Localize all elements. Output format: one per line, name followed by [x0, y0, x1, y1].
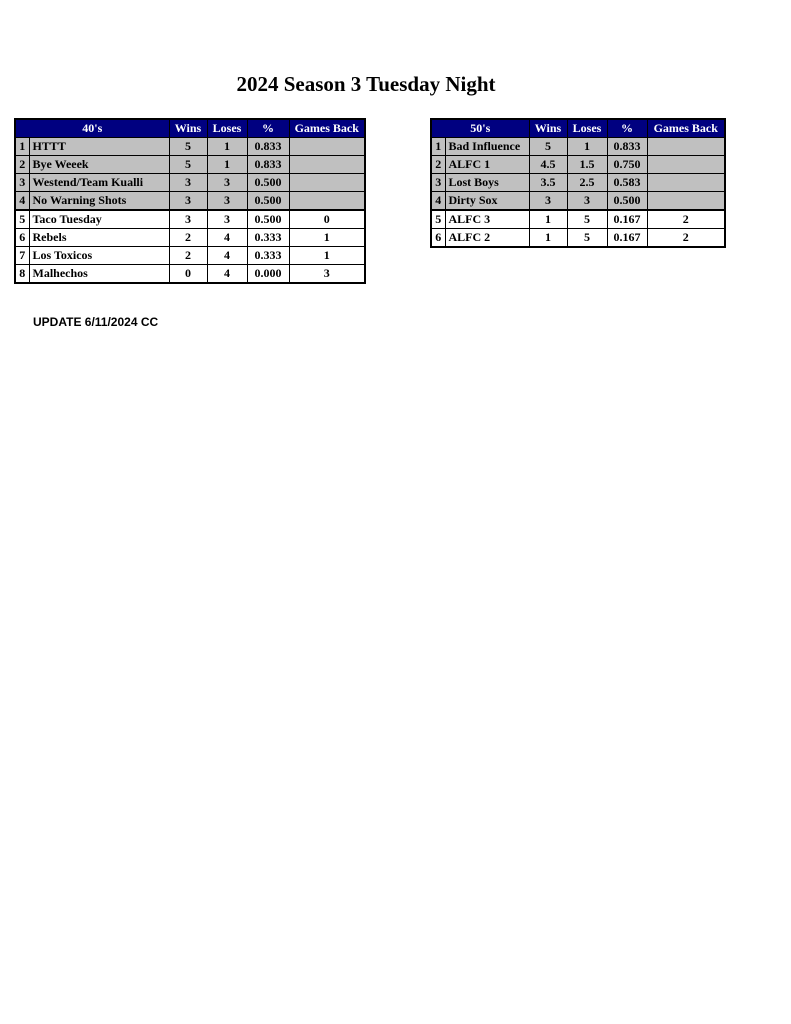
pct-cell: 0.167	[607, 210, 647, 229]
loses-cell: 3	[207, 210, 247, 229]
games-back-cell	[289, 174, 365, 192]
wins-cell: 4.5	[529, 156, 567, 174]
table-row	[15, 192, 365, 211]
team-name-cell: Los Toxicos	[29, 247, 169, 265]
loses-cell: 4	[207, 229, 247, 247]
team-name-cell: Lost Boys	[445, 174, 529, 192]
team-name-cell: No Warning Shots	[29, 192, 169, 211]
wins-cell: 3	[169, 174, 207, 192]
rank-cell: 4	[431, 192, 445, 211]
rank-cell: 5	[15, 210, 29, 229]
rank-cell: 8	[15, 265, 29, 284]
games-back-cell	[289, 192, 365, 211]
loses-cell: 5	[567, 229, 607, 248]
games-back-cell	[647, 156, 725, 174]
table-row	[15, 138, 365, 156]
loses-cell: 2.5	[567, 174, 607, 192]
rank-cell: 2	[15, 156, 29, 174]
wins-cell: 1	[529, 229, 567, 248]
table-row	[431, 229, 725, 248]
table-row	[15, 229, 365, 247]
team-name-cell: ALFC 2	[445, 229, 529, 248]
loses-cell: 1.5	[567, 156, 607, 174]
wins-cell: 3	[169, 210, 207, 229]
rank-cell: 5	[431, 210, 445, 229]
team-name-cell: Rebels	[29, 229, 169, 247]
loses-cell: 5	[567, 210, 607, 229]
table-row	[431, 138, 725, 156]
wins-cell: 3	[529, 192, 567, 211]
table-row	[15, 210, 365, 229]
rank-cell: 6	[15, 229, 29, 247]
team-name-cell: Westend/Team Kualli	[29, 174, 169, 192]
wins-header: Wins	[169, 119, 207, 138]
standings-tables-container	[14, 118, 791, 284]
wins-cell: 3.5	[529, 174, 567, 192]
wins-header: Wins	[529, 119, 567, 138]
games-back-cell	[289, 156, 365, 174]
team-name-cell: ALFC 1	[445, 156, 529, 174]
pct-cell: 0.500	[247, 174, 289, 192]
rank-cell: 2	[431, 156, 445, 174]
games-back-cell	[647, 192, 725, 211]
games-back-header: Games Back	[289, 119, 365, 138]
team-name-cell: Bad Influence	[445, 138, 529, 156]
pct-cell: 0.500	[247, 192, 289, 211]
pct-cell: 0.333	[247, 229, 289, 247]
games-back-cell	[647, 174, 725, 192]
rank-cell: 6	[431, 229, 445, 248]
wins-cell: 2	[169, 229, 207, 247]
loses-header: Loses	[567, 119, 607, 138]
wins-cell: 2	[169, 247, 207, 265]
wins-cell: 5	[529, 138, 567, 156]
pct-header: %	[247, 119, 289, 138]
standings-table-50s	[430, 118, 726, 248]
page-title: 2024 Season 3 Tuesday Night	[236, 72, 496, 96]
table-row	[431, 156, 725, 174]
loses-cell: 3	[207, 192, 247, 211]
loses-cell: 1	[207, 156, 247, 174]
games-back-cell	[289, 138, 365, 156]
table-row	[431, 210, 725, 229]
loses-header: Loses	[207, 119, 247, 138]
team-name-cell: Dirty Sox	[445, 192, 529, 211]
team-name-cell: Bye Weeek	[29, 156, 169, 174]
games-back-cell	[647, 138, 725, 156]
pct-cell: 0.583	[607, 174, 647, 192]
pct-cell: 0.333	[247, 247, 289, 265]
games-back-cell: 0	[289, 210, 365, 229]
loses-cell: 3	[207, 174, 247, 192]
pct-cell: 0.750	[607, 156, 647, 174]
table-row	[431, 174, 725, 192]
table-row	[15, 156, 365, 174]
rank-cell: 3	[15, 174, 29, 192]
division-header-50s: 50's	[431, 119, 529, 138]
pct-cell: 0.833	[247, 156, 289, 174]
wins-cell: 5	[169, 156, 207, 174]
division-header-40s: 40's	[15, 119, 169, 138]
wins-cell: 3	[169, 192, 207, 211]
wins-cell: 1	[529, 210, 567, 229]
loses-cell: 4	[207, 265, 247, 284]
team-name-cell: ALFC 3	[445, 210, 529, 229]
pct-cell: 0.000	[247, 265, 289, 284]
loses-cell: 1	[567, 138, 607, 156]
loses-cell: 3	[567, 192, 607, 211]
rank-cell: 1	[431, 138, 445, 156]
team-name-cell: Malhechos	[29, 265, 169, 284]
games-back-header: Games Back	[647, 119, 725, 138]
pct-cell: 0.833	[607, 138, 647, 156]
pct-header: %	[607, 119, 647, 138]
pct-cell: 0.500	[607, 192, 647, 211]
team-name-cell: HTTT	[29, 138, 169, 156]
rank-cell: 7	[15, 247, 29, 265]
table-header-50s	[431, 119, 725, 138]
pct-cell: 0.167	[607, 229, 647, 248]
games-back-cell: 1	[289, 229, 365, 247]
games-back-cell: 3	[289, 265, 365, 284]
pct-cell: 0.500	[247, 210, 289, 229]
rank-cell: 4	[15, 192, 29, 211]
team-name-cell: Taco Tuesday	[29, 210, 169, 229]
games-back-cell: 2	[647, 210, 725, 229]
rank-cell: 1	[15, 138, 29, 156]
table-row	[15, 265, 365, 284]
update-note: UPDATE 6/11/2024 CC	[33, 315, 159, 329]
table-header-40s	[15, 119, 365, 138]
table-row	[431, 192, 725, 211]
loses-cell: 1	[207, 138, 247, 156]
pct-cell: 0.833	[247, 138, 289, 156]
games-back-cell: 2	[647, 229, 725, 248]
wins-cell: 5	[169, 138, 207, 156]
wins-cell: 0	[169, 265, 207, 284]
rank-cell: 3	[431, 174, 445, 192]
games-back-cell: 1	[289, 247, 365, 265]
standings-table-40s	[14, 118, 366, 284]
loses-cell: 4	[207, 247, 247, 265]
table-row	[15, 247, 365, 265]
table-row	[15, 174, 365, 192]
